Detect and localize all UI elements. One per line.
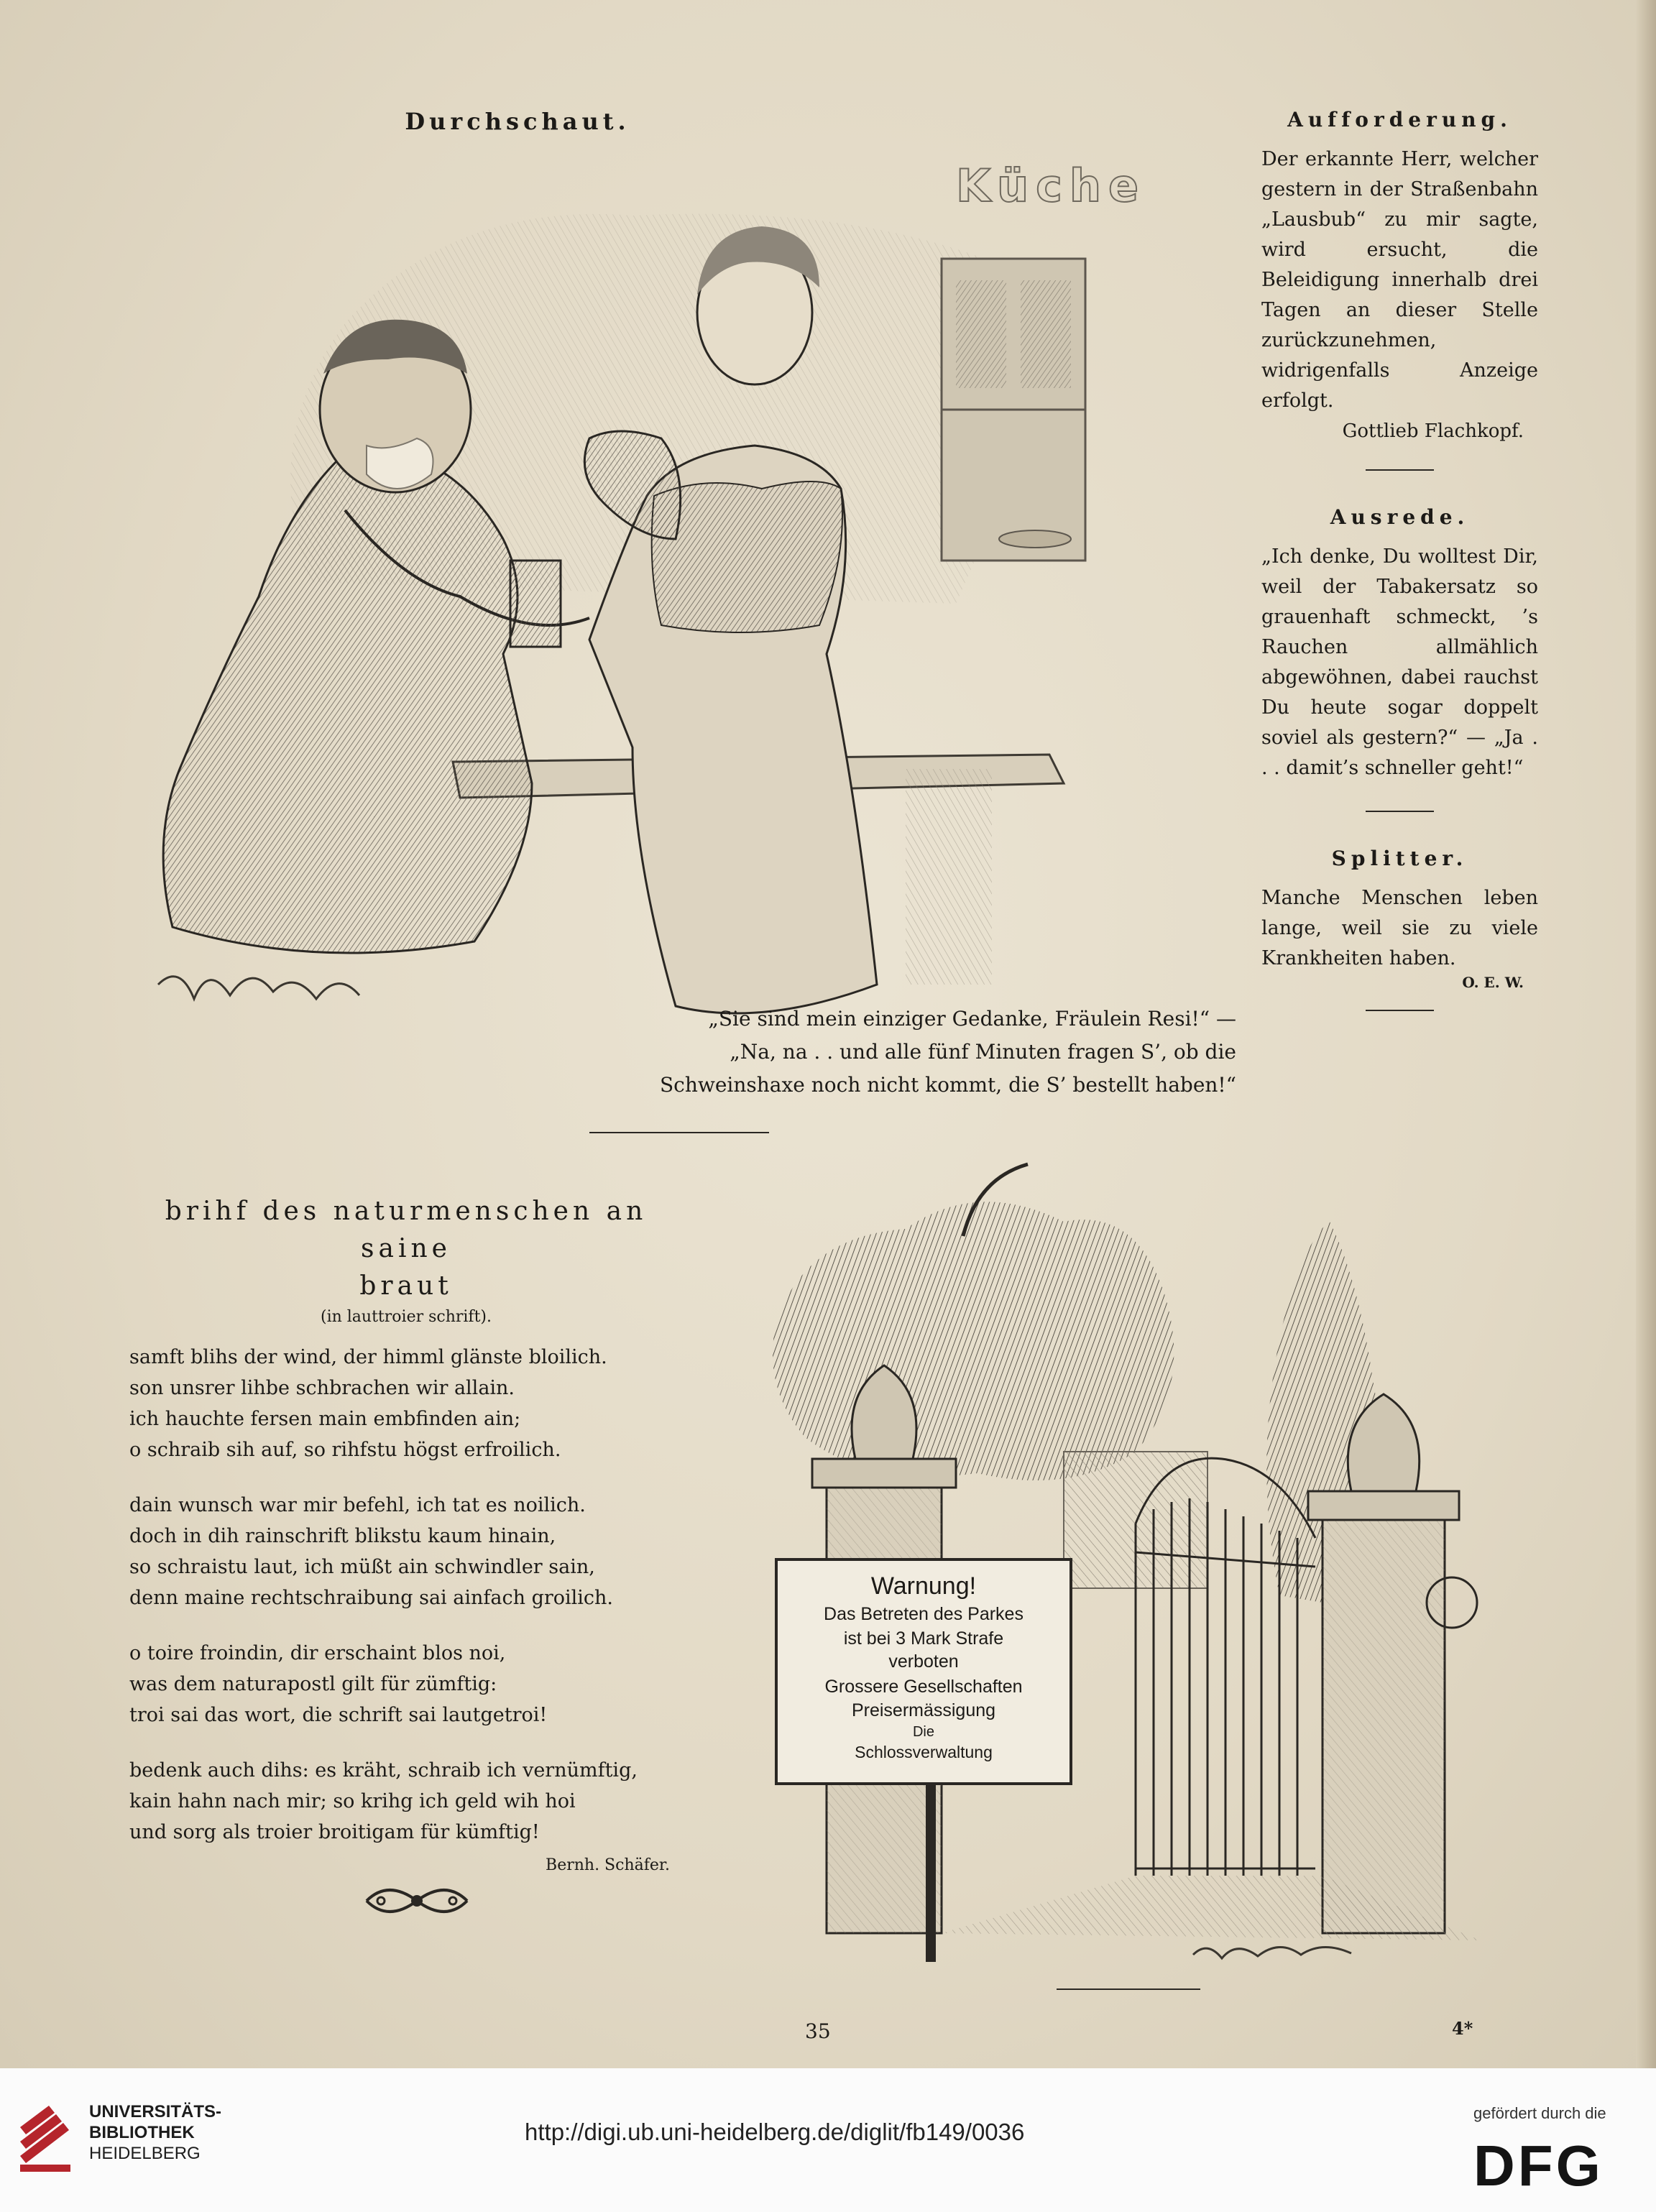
- poem-line: so schraistu laut, ich müßt ain schwindler sain,: [129, 1556, 595, 1578]
- sign-line: Warnung!: [870, 1572, 977, 1600]
- poem-line: bedenk auch dihs: es kräht, schraib ich vernümftig,: [129, 1759, 638, 1782]
- poem-line: son unsrer lihbe schbrachen wir allain.: [129, 1377, 515, 1399]
- caption-line: „Sie sind mein einziger Gedanke, Fräulein Resi!“ —: [708, 1007, 1236, 1031]
- caption-line: „Na, na . . und alle fünf Minuten fragen S’, ob die: [730, 1040, 1236, 1064]
- poem-subtitle: (in lauttroier schrift).: [320, 1308, 492, 1326]
- poem-line: kain hahn nach mir; so krihg ich geld wih hoi: [129, 1790, 576, 1812]
- library-line: HEIDELBERG: [89, 2144, 201, 2163]
- library-line: BIBLIOTHEK: [89, 2123, 195, 2142]
- poem: [129, 1193, 683, 1890]
- poem-stanza: [129, 1342, 683, 1465]
- poem-line: doch in dih rainschrift blikstu kaum hinain,: [129, 1525, 556, 1547]
- poem-signature: Bernh. Schäfer.: [546, 1856, 670, 1874]
- poem-line: was dem naturapostl gilt für zümftig:: [129, 1673, 497, 1695]
- divider-rule: [1366, 1010, 1434, 1011]
- sign-line: Schlossverwaltung: [855, 1743, 993, 1761]
- poem-title: brihf des naturmenschen an saine: [165, 1197, 648, 1263]
- divider-rule: [1057, 1989, 1200, 1990]
- sign-line: Das Betreten des Parkes: [824, 1604, 1024, 1624]
- poem-line: und sorg als troier broitigam für kümftig!: [129, 1821, 540, 1843]
- section-signature: Gottlieb Flachkopf.: [1342, 420, 1524, 442]
- sheet-mark: 4*: [1452, 2018, 1473, 2039]
- poem-line: denn maine rechtschraibung sai ainfach groilich.: [129, 1587, 614, 1609]
- cartoon-caption: [589, 1003, 1236, 1102]
- section-text: Manche Menschen leben lange, weil sie zu viele Krankheiten haben.: [1261, 887, 1538, 969]
- poem-line: o schraib sih auf, so rihfstu högst erfroilich.: [129, 1439, 561, 1461]
- cartoon-title: Durchschaut.: [405, 108, 630, 135]
- section-title: Aufforderung.: [1287, 108, 1512, 132]
- divider-rule: [589, 1132, 769, 1133]
- page-spine-edge: [1636, 0, 1656, 2068]
- sign-line: Preisermässigung: [851, 1700, 996, 1720]
- poem-title-line2: braut: [359, 1271, 453, 1301]
- poem-line: dain wunsch war mir befehl, ich tat es noilich.: [129, 1494, 586, 1516]
- sign-line: ist bei 3 Mark Strafe: [843, 1628, 1004, 1649]
- sign-line: Die: [912, 1724, 935, 1740]
- poem-stanza: [129, 1490, 683, 1613]
- section-signature: O. E. W.: [1462, 974, 1524, 991]
- section-title: Ausrede.: [1330, 505, 1470, 529]
- dfg-logo: DFG: [1473, 2134, 1604, 2198]
- poem-line: ich hauchte fersen main embfinden ain;: [129, 1408, 521, 1430]
- caption-line: Schweinshaxe noch nicht kommt, die S’ bestellt haben!“: [659, 1073, 1236, 1097]
- park-gate-illustration: [762, 1150, 1509, 1983]
- poem-stanza: [129, 1755, 683, 1848]
- wall-sign-text: Küche: [956, 160, 1146, 212]
- poem-line: samft blihs der wind, der himml glänste bloilich.: [129, 1346, 607, 1368]
- section-text: Der erkannte Herr, welcher gestern in der Straßenbahn „Lausbub“ zu mir sagte, wird ersucht, die Beleidigung innerhalb drei Tagen an dieser Stelle zurückzunehmen, widrigenfalls Anzeige erfolgt.: [1261, 148, 1538, 412]
- sign-line: Grossere Gesellschaften: [824, 1677, 1023, 1697]
- divider-rule: [1366, 811, 1434, 812]
- section-text: „Ich denke, Du wolltest Dir, weil der Tabakersatz so grauenhaft schmeckt, ’s Rauchen allmählich abgewöhnen, dabei rauchst Du heute sogar doppelt soviel als gestern?“ — „Ja . . . damit’s schneller geht!“: [1261, 545, 1538, 779]
- sign-line: verboten: [888, 1651, 959, 1672]
- university-library-logo: [13, 2098, 78, 2178]
- section-title: Splitter.: [1331, 847, 1468, 870]
- permalink-url[interactable]: http://digi.ub.uni-heidelberg.de/diglit/fb149/0036: [525, 2119, 1025, 2145]
- funding-note: gefördert durch die: [1473, 2104, 1606, 2122]
- poem-line: o toire froindin, dir erschaint blos noi,: [129, 1642, 506, 1664]
- right-column: [1261, 108, 1538, 1046]
- divider-rule: [1366, 469, 1434, 471]
- library-line: UNIVERSITÄTS-: [89, 2102, 222, 2121]
- ornament: [359, 1876, 474, 1926]
- page-number: 35: [805, 2019, 831, 2043]
- library-name: [89, 2101, 221, 2164]
- poem-line: troi sai das wort, die schrift sai lautgetroi!: [129, 1704, 548, 1726]
- poem-stanza: [129, 1638, 683, 1731]
- cartoon-illustration: [129, 137, 1146, 1085]
